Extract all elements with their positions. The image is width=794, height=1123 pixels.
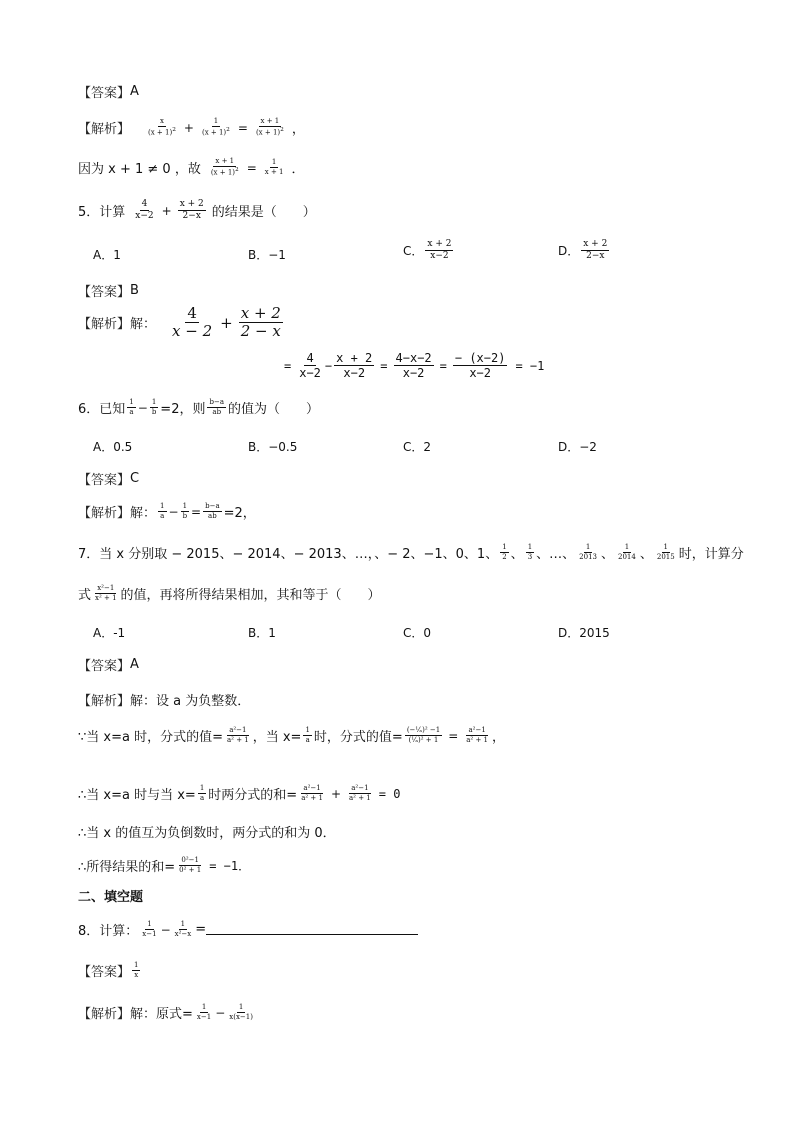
q4-answer-line bbox=[78, 82, 139, 101]
because-text: 因为 x + 1 ≠ 0 ，故 bbox=[78, 162, 201, 177]
q4-because-line: 因为 x + 1 ≠ 0 ，故 $\frac{x + 1}{(x + 1)^2}$ = $\frac{1}{x + 1}$ ． bbox=[78, 157, 305, 177]
q5-option-d: D． x + 2 2−x bbox=[558, 239, 608, 261]
q4-analysis-line: 【解析】 x $(x + 1)^2$ + $\frac{1}{(x + 1)^2}$ = $\frac{x + 1}{(x + 1)^2}$ ， bbox=[78, 117, 305, 137]
fraction: x $(x + 1)^2$ bbox=[148, 117, 176, 137]
fraction-large: 4 x − 2 bbox=[172, 304, 213, 340]
q7-step5: ∴所得结果的和= $\frac{\text{0²−1}}{\text{0² + 1}}$ = −1． bbox=[78, 856, 251, 875]
q6-analysis-line: 【解析】 解： 1 a − $\frac{1}{b}$ = $\frac{b-a}{ab}$ =2， bbox=[78, 502, 256, 521]
q7-analysis-line: 【解析】 解：设 a 为负整数． bbox=[78, 694, 251, 709]
q6-answer-line: 【答案】 C bbox=[78, 471, 140, 488]
q7-option-a: A．-1 bbox=[93, 626, 126, 640]
fraction: $\frac{x + 1}{(x + 1)^2}$ bbox=[210, 157, 239, 177]
q5-option-c: C． x + 2 x−2 bbox=[403, 239, 452, 261]
q8-stem: 8．计算： 1 x−1 − $\frac{1}{\text{x²−x}}$ = bbox=[78, 920, 418, 939]
q7-step4: ∴当 x 的值互为负倒数时，两分式的和为 0． bbox=[78, 826, 336, 841]
q5-steps: = $\frac{4}{x-2}$ − $\frac{x + 2}{x-2}$ = $\frac{4-x-2}{x-2}$ = $\frac{- (x-2)}{x-2}$ = −1 bbox=[284, 351, 545, 380]
q5-option-a: A．1 bbox=[93, 248, 121, 262]
q7-stem-line2: 式 x²−1 x² + 1 的值，再将所得结果相加，其和等于（ ） bbox=[78, 584, 381, 603]
analysis-tag: 【解析】 bbox=[78, 122, 131, 137]
answer-blank[interactable] bbox=[206, 925, 418, 935]
q7-stem-line1: 7．当 x 分别取 − 2015、− 2014、− 2013、…，、− 2、−1、0、1、 1 2 、 1 3 、…、 1 2013 、 1 2014 、 1 2015 时，计算分 bbox=[78, 543, 744, 562]
q6-option-b: B．−0.5 bbox=[248, 440, 298, 454]
q7-step2: ∵当 x=a 时，分式的值= $\frac{\text{a²−1}}{\text{a² + 1}}$ ，当 x= $\frac{1}{a}$ 时，分式的值= $\frac{\text{(−¹⁄ₐ)² −1}}{\text{(¹⁄ₐ)² + 1}}$ = $\frac{\text{a²−1}}{\text{a² + 1}}$ ， bbox=[78, 726, 506, 745]
q5-analysis-line: 【解析】 解： 4 x − 2 + $\frac{x + 2}{2 - x}$ bbox=[78, 304, 281, 340]
q6-option-a: A．0.5 bbox=[93, 440, 133, 454]
fraction: $\frac{x + 1}{(x + 1)^2}$ bbox=[255, 117, 284, 137]
q7-option-b: B．1 bbox=[248, 626, 276, 640]
answer-tag: 【答案】 bbox=[78, 86, 131, 101]
q7-answer-line: 【答案】 A bbox=[78, 657, 139, 674]
fraction-large: $\frac{x + 2}{2 - x}$ bbox=[240, 304, 281, 340]
fraction: 4 x−2 bbox=[135, 199, 154, 221]
q8-answer-line: 【答案】 1 x bbox=[78, 961, 139, 980]
q7-option-d: D．2015 bbox=[558, 626, 610, 640]
q8-analysis-line: 【解析】 解：原式= $\frac{1}{x-1}$ − $\frac{1}{x(x-1)}$ bbox=[78, 1003, 253, 1022]
fraction: $\frac{1}{(x + 1)^2}$ bbox=[201, 117, 230, 137]
q5-answer-line: 【答案】 B bbox=[78, 283, 139, 300]
q7-step3: ∴当 x=a 时与当 x= $\frac{1}{a}$ 时两分式的和= $\frac{\text{a²−1}}{\text{a² + 1}}$ + $\frac{\text{a²−1}}{\text{a² + 1}}$ = 0 bbox=[78, 784, 401, 803]
answer-value: A bbox=[130, 84, 139, 99]
q5-option-b: B．−1 bbox=[248, 248, 286, 262]
fraction: x + 2 2−x bbox=[583, 239, 608, 261]
q6-option-d: D．−2 bbox=[558, 440, 597, 454]
q5-stem: 5．计算 4 x−2 + $\frac{x + 2}{2-x}$ 的结果是（ ） bbox=[78, 199, 316, 221]
fraction: x + 2 x−2 bbox=[427, 239, 452, 261]
q6-stem: 6．已知 1 a − $\frac{1}{b}$ =2，则 b−a ab 的值为（ ） bbox=[78, 398, 320, 417]
q6-option-c: C．2 bbox=[403, 440, 432, 454]
fraction: $\frac{1}{x + 1}$ bbox=[264, 158, 284, 176]
section-heading: 二、填空题 bbox=[78, 890, 144, 905]
q7-option-c: C．0 bbox=[403, 626, 432, 640]
fraction: $\frac{x + 2}{2-x}$ bbox=[179, 199, 204, 221]
